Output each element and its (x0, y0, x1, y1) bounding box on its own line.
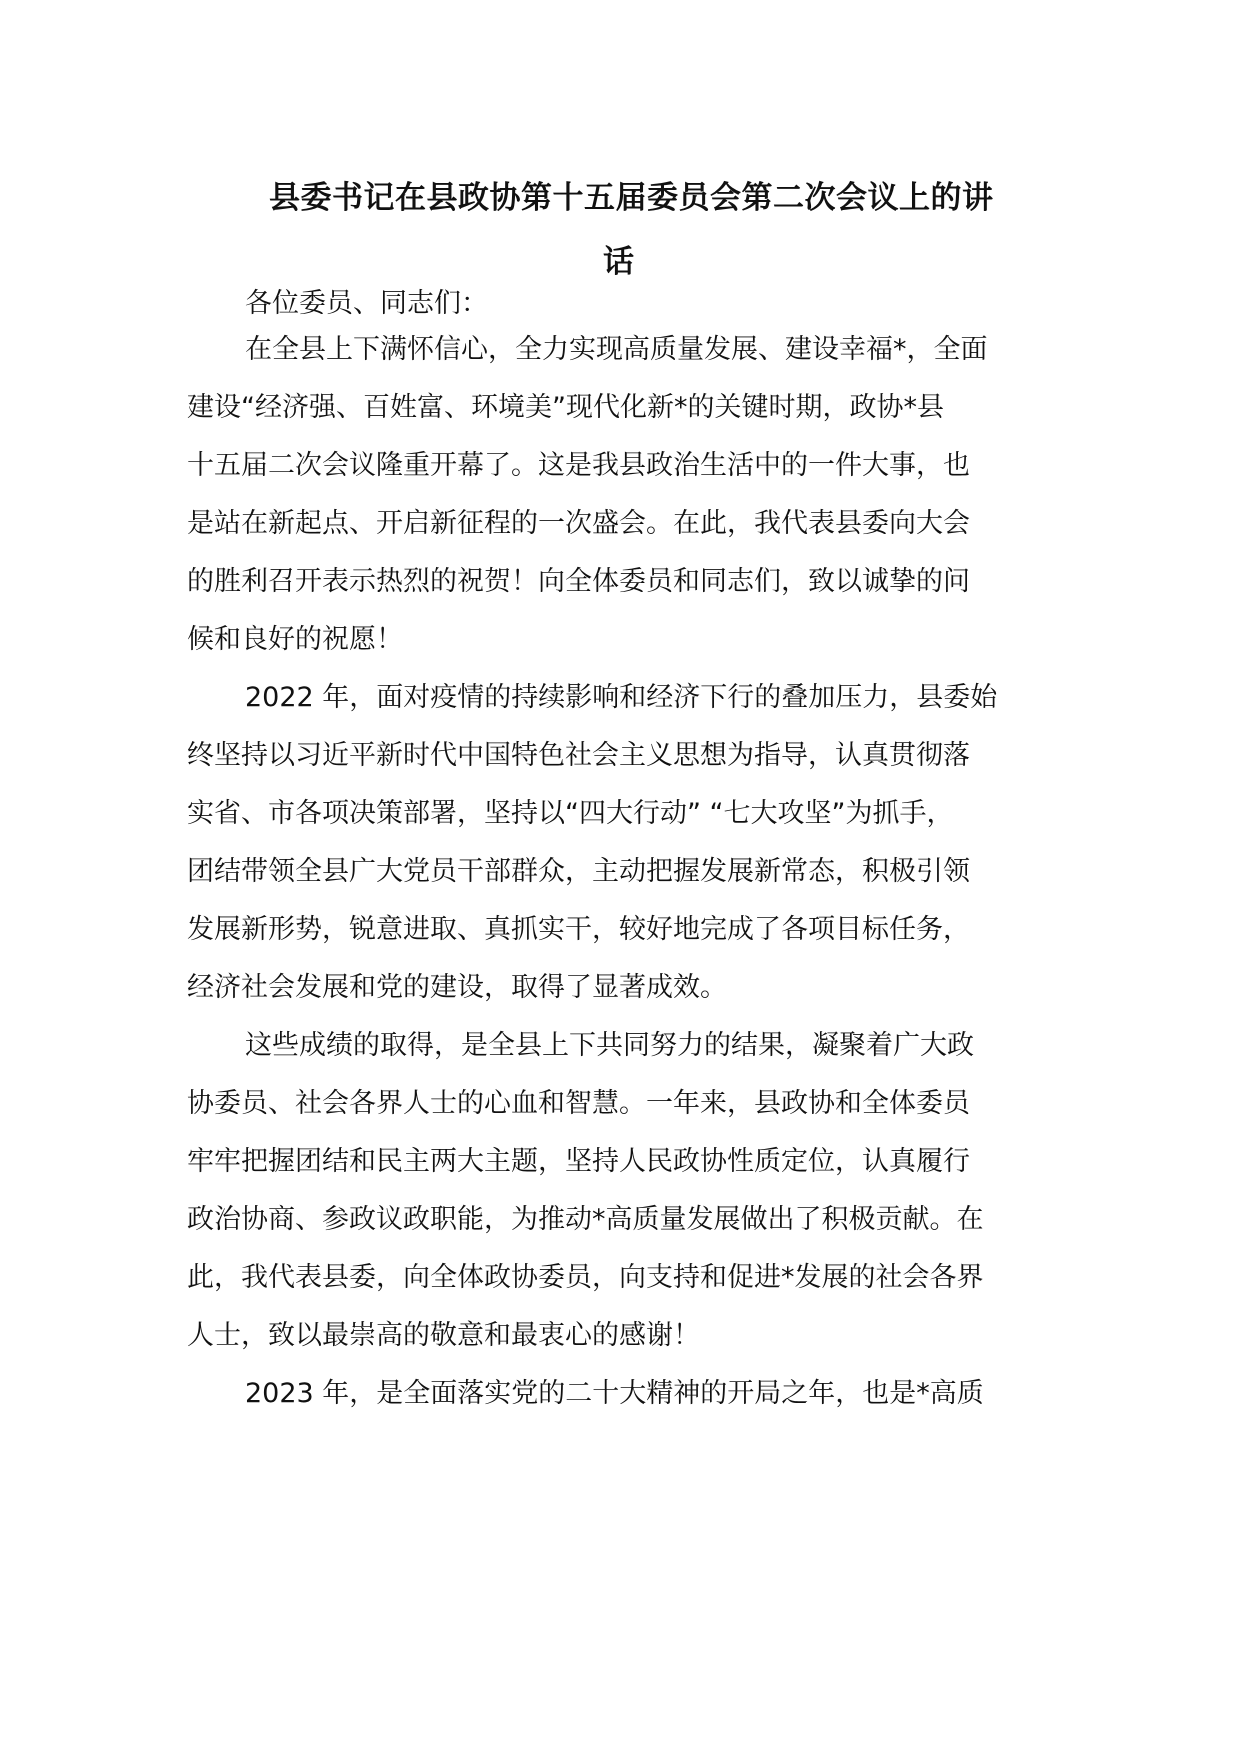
paragraph-1-line-5: 的胜利召开表示热烈的祝贺！向全体委员和同志们，致以诚挚的问 (187, 566, 970, 597)
paragraph-3-line-6: 人士，致以最崇高的敬意和最衷心的感谢！ (187, 1320, 700, 1351)
paragraph-4-line-1: 2023 年，是全面落实党的二十大精神的开局之年，也是*高质 (245, 1378, 984, 1409)
paragraph-3-line-5: 此，我代表县委，向全体政协委员，向支持和促进*发展的社会各界 (187, 1262, 984, 1293)
paragraph-1-line-6: 候和良好的祝愿！ (187, 624, 403, 655)
paragraph-3-line-4: 政治协商、参政议政职能，为推动*高质量发展做出了积极贡献。在 (187, 1204, 984, 1235)
paragraph-2-line-3: 实省、市各项决策部署，坚持以“四大行动” “七大攻坚”为抓手， (187, 798, 954, 829)
document-title-line-2: 话 (603, 244, 634, 280)
paragraph-2-line-1: 2022 年，面对疫情的持续影响和经济下行的叠加压力，县委始 (245, 682, 998, 713)
greeting: 各位委员、同志们： (245, 288, 488, 319)
document-title-line-1: 县委书记在县政协第十五届委员会第二次会议上的讲 (269, 180, 994, 216)
paragraph-3-line-3: 牢牢把握团结和民主两大主题，坚持人民政协性质定位，认真履行 (187, 1146, 970, 1177)
paragraph-1-line-1: 在全县上下满怀信心，全力实现高质量发展、建设幸福*，全面 (245, 334, 988, 365)
paragraph-2-line-6: 经济社会发展和党的建设，取得了显著成效。 (187, 972, 727, 1003)
paragraph-2-line-4: 团结带领全县广大党员干部群众，主动把握发展新常态，积极引领 (187, 856, 970, 887)
paragraph-2-line-2: 终坚持以习近平新时代中国特色社会主义思想为指导，认真贯彻落 (187, 740, 970, 771)
paragraph-2-line-5: 发展新形势，锐意进取、真抓实干，较好地完成了各项目标任务， (187, 914, 970, 945)
paragraph-1-line-2: 建设“经济强、百姓富、环境美”现代化新*的关键时期，政协*县 (187, 392, 944, 423)
paragraph-1-line-4: 是站在新起点、开启新征程的一次盛会。在此，我代表县委向大会 (187, 508, 970, 539)
paragraph-3-line-1: 这些成绩的取得，是全县上下共同努力的结果，凝聚着广大政 (245, 1030, 974, 1061)
paragraph-3-line-2: 协委员、社会各界人士的心血和智慧。一年来，县政协和全体委员 (187, 1088, 970, 1119)
paragraph-1-line-3: 十五届二次会议隆重开幕了。这是我县政治生活中的一件大事，也 (187, 450, 970, 481)
